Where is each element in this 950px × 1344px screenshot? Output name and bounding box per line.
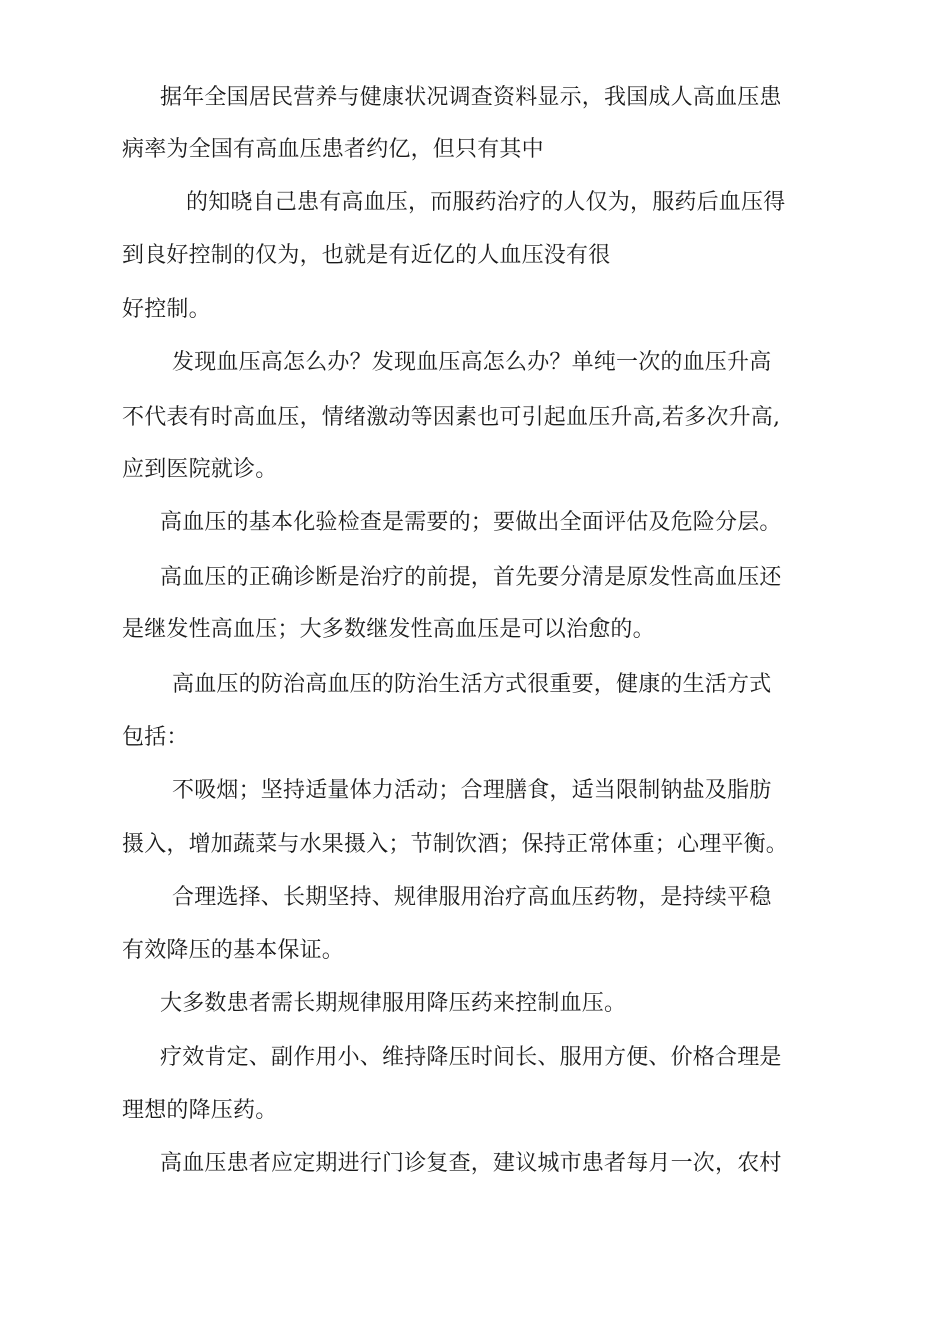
text-line: 发现血压高怎么办？发现血压高怎么办？单纯一次的血压升高 <box>172 350 772 375</box>
text-line: 好控制。 <box>122 297 211 322</box>
text-line: 疗效肯定、副作用小、维持降压时间长、服用方便、价格合理是 <box>160 1045 782 1070</box>
text-line: 摄入，增加蔬菜与水果摄入；节制饮酒；保持正常体重；心理平衡。 <box>122 832 789 857</box>
text-line: 高血压患者应定期进行门诊复查，建议城市患者每月一次，农村 <box>160 1151 782 1176</box>
text-line: 是继发性高血压；大多数继发性高血压是可以治愈的。 <box>122 617 655 642</box>
text-line: 高血压的正确诊断是治疗的前提，首先要分清是原发性高血压还 <box>160 565 782 590</box>
text-line: 有效降压的基本保证。 <box>122 938 345 963</box>
text-line: 大多数患者需长期规律服用降压药来控制血压。 <box>160 991 627 1016</box>
text-line: 合理选择、长期坚持、规律服用治疗高血压药物，是持续平稳 <box>172 885 772 910</box>
text-line: 包括： <box>122 725 189 750</box>
text-line: 病率为全国有高血压患者约亿，但只有其中 <box>122 137 544 162</box>
text-line: 应到医院就诊。 <box>122 457 278 482</box>
text-line: 据年全国居民营养与健康状况调查资料显示，我国成人高血压患 <box>160 85 782 110</box>
text-line: 理想的降压药。 <box>122 1098 278 1123</box>
text-line: 到良好控制的仅为，也就是有近亿的人血压没有很 <box>122 243 611 268</box>
text-line: 不代表有时高血压，情绪激动等因素也可引起血压升高,若多次升高, <box>122 405 781 430</box>
text-line: 高血压的基本化验检查是需要的；要做出全面评估及危险分层。 <box>160 510 782 535</box>
text-line: 不吸烟；坚持适量体力活动；合理膳食，适当限制钠盐及脂肪 <box>172 778 772 803</box>
text-line: 的知晓自己患有高血压，而服药治疗的人仅为，服药后血压得 <box>186 190 786 215</box>
text-line: 高血压的防治高血压的防治生活方式很重要，健康的生活方式 <box>172 672 772 697</box>
